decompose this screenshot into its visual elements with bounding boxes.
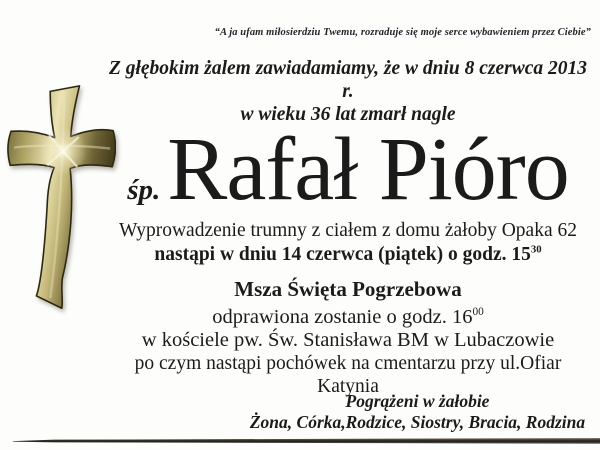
announcement-line1: Z głębokim żalem zawiadamiamy, że w dniu 8 czerwca 2013 r.	[108, 58, 588, 102]
burial-line: po czym nastąpi pochówek na cmentarzu przy ul.Ofiar Katynia	[134, 353, 562, 397]
funeral-line2: nastąpi w dniu 14 czerwca (piątek) o godz. $15^{30}$	[154, 243, 542, 265]
funeral-details	[108, 219, 588, 267]
mourners-line2: Żona, Córka,Rodzice, Siostry, Bracia, Rodzina	[249, 412, 586, 432]
deceased-name: Rafał Pióro	[167, 120, 569, 219]
cross-icon	[4, 80, 116, 312]
mass-details	[108, 277, 588, 398]
mass-line2: w kościele pw. Św. Stanisława BM w Lubaczowie	[141, 329, 555, 351]
announcement-line2: w wieku 36 lat zmarł nagle	[240, 104, 456, 125]
funeral-time-superscript: 30	[530, 243, 542, 256]
funeral-line1: Wyprowadzenie trumny z ciałem z domu żałoby Opaka 62	[119, 220, 577, 241]
mass-time-superscript: 00	[472, 306, 484, 319]
scanner-edge-artifact	[13, 438, 600, 444]
mass-line1: odprawiona zostanie o godz. $16^{00}$	[212, 306, 484, 328]
honorific-sp: śp.	[127, 174, 161, 206]
mourners	[245, 391, 590, 433]
mourners-line1: Pogrążeni w żałobie	[345, 391, 490, 411]
announcement	[108, 57, 588, 126]
mass-title: Msza Święta Pogrzebowa	[234, 277, 462, 301]
scripture-quote: “A ja ufam miłosierdziu Twemu, rozraduje się moje serce wybawieniem przez Ciebie”	[214, 27, 591, 38]
